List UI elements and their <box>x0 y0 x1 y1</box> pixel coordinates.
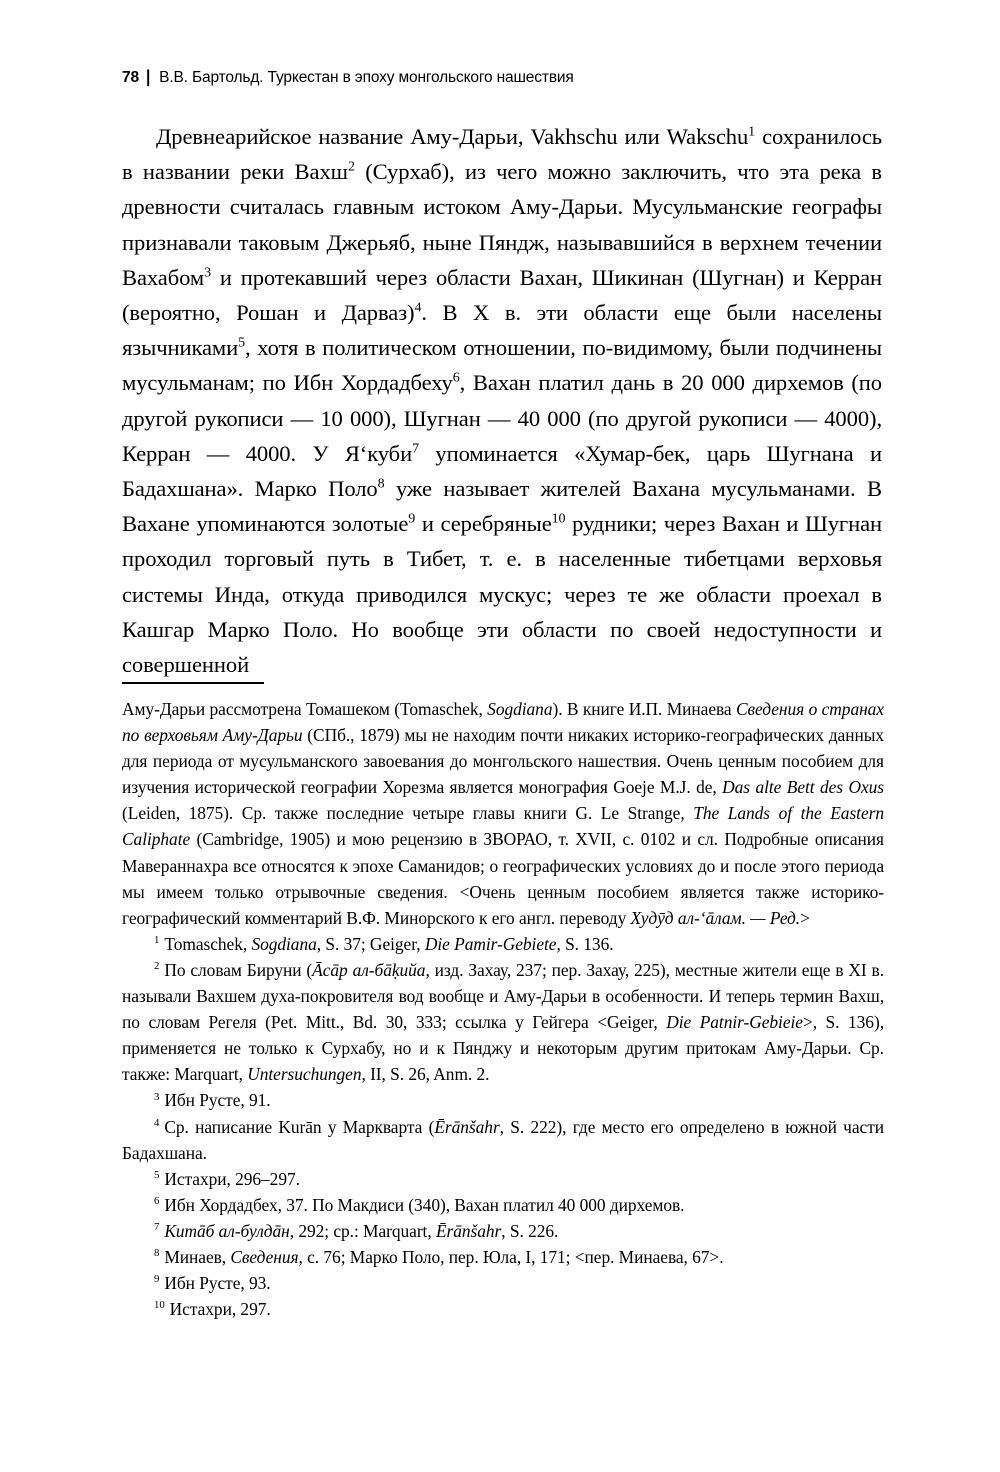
footnote-number: 9 <box>154 1273 160 1286</box>
footnote-text: Минаев, Сведения, с. 76; Марко Поло, пер. Юла, I, 171; <пер. Минаева, 67>. <box>164 1246 724 1267</box>
footnote-item <box>122 1087 884 1113</box>
footnote-text: Ибн Русте, 91. <box>164 1090 271 1111</box>
footnote-number: 6 <box>154 1194 160 1207</box>
footnote-text: Истахри, 297. <box>169 1299 271 1320</box>
footnote-number: 2 <box>154 960 160 973</box>
footnote-text: Ибн Русте, 93. <box>164 1273 271 1294</box>
running-head-separator: | <box>145 67 151 87</box>
footnote-continuation: Аму-Дарьи рассмотрена Томашеком (Tomaschek, Sogdiana). В книге И.П. Минаева Сведения о странах по верховьям Аму-Дарьи (СПб., 1879) мы не находим почти никаких историко-географических данных для периода от мусульманского завоевания до монгольского нашествия. Очень ценным пособием для изучения исторической географии Хорезма является монография Goeje M.J. de, Das alte Bett des Oxus (Leiden, 1875). Ср. также последние четыре главы книги G. Le Strange, The Lands of the Eastern Caliphate (Cambridge, 1905) и мою рецензию в ЗВОРАО, т. XVII, с. 0102 и сл. Подробные описания Мавераннахра все относятся к эпохе Саманидов; о географических условиях до и после этого периода мы имеем только отрывочные сведения. <Очень ценным пособием является также историко-географический комментарий В.Ф. Минорского к его англ. переводу Худӯд ал-‘āлам. — Ред.> <box>122 699 884 928</box>
footnote-number: 10 <box>154 1299 165 1312</box>
footnote-block <box>122 696 884 1322</box>
footnote-number: 5 <box>154 1168 160 1181</box>
page-number: 78 <box>122 69 139 86</box>
footnote-separator-rule <box>122 682 264 684</box>
footnote-item <box>122 1166 884 1192</box>
footnote-item <box>122 1270 884 1296</box>
running-head <box>122 68 882 88</box>
footnote-number: 7 <box>154 1221 160 1234</box>
footnote-item <box>122 1218 884 1244</box>
footnote-item <box>122 1192 884 1218</box>
footnote-number: 1 <box>154 934 160 947</box>
footnote-number: 3 <box>154 1090 160 1103</box>
footnote-number: 4 <box>154 1116 160 1129</box>
footnote-item <box>122 1244 884 1270</box>
body-text-block <box>122 119 882 682</box>
footnote-text: Tomaschek, Sogdiana, S. 37; Geiger, Die Pamir-Gebiete, S. 136. <box>164 933 614 954</box>
footnote-list <box>122 931 884 1322</box>
footnote-text: Ср. написание Kurān у Маркварта (Ērānšahr, S. 222), где место его определено в южной части Бадахшана. <box>122 1116 885 1163</box>
footnote-item <box>122 1296 884 1322</box>
running-head-title: В.В. Бартольд. Туркестан в эпоху монгольского нашествия <box>159 69 574 86</box>
footnote-item <box>122 957 884 1087</box>
footnote-text: Истахри, 296–297. <box>164 1168 300 1189</box>
footnote-text: По словам Бируни (Āсāр ал-бāḳийа, изд. Захау, 237; пер. Захау, 225), местные жители еще в XI в. называли Вахшем духа-покровителя вод вообще и Аму-Дарьи в особенности. И теперь термин Вахш, по словам Регеля (Pet. Mitt., Bd. 30, 333; ссылка у Гейгера <Geiger, Die Patnir-Gebieie>, S. 136), применяется не только к Сурхабу, но и к Пянджу и некоторым другим притокам Аму-Дарьи. Ср. также: Marquart, Untersuchungen, II, S. 26, Anm. 2. <box>122 959 885 1085</box>
footnote-number: 8 <box>154 1247 160 1260</box>
body-paragraph: Древнеарийское название Аму-Дарьи, Vakhschu или Wakschu$^1$ сохранилось в названии реки Вахш$^2$ (Сурхаб), из чего можно заключить, что эта река в древности считалась главным истоком Аму-Дарьи. Мусульманские географы признавали таковым Джерьяб, ныне Пяндж, называвшийся в верхнем течении Вахабом$^3$ и протекавший через области Вахан, Шикинан (Шугнан) и Керран (вероятно, Рошан и Дарваз)$^4$. В X в. эти области еще были населены язычниками$^5$, хотя в политическом отношении, по-видимому, были подчинены мусульманам; по Ибн Хордадбеху$^6$, Вахан платил дань в 20 000 дирхемов (по другой рукописи — 10 000), Шугнан — 40 000 (по другой рукописи — 4000), Керран — 4000. У Я‘куби$^7$ упоминается «Хумар-бек, царь Шугнана и Бадахшана». Марко Поло$^8$ уже называет жителей Вахана мусульманами. В Вахане упоминаются золотые$^9$ и серебряные$^{10}$ рудники; через Вахан и Шугнан проходил торговый путь в Тибет, т. е. в населенные тибетцами верховья системы Инда, откуда приводился мускус; через те же области проехал в Кашгар Марко Поло. Но вообще эти области по своей недоступности и совершенной <box>122 124 883 678</box>
footnote-item <box>122 931 884 957</box>
footnote-text: Китāб ал-булдāн, 292; ср.: Marquart, Ērānšahr, S. 226. <box>164 1220 559 1241</box>
footnote-text: Ибн Хордадбех, 37. По Макдиси (340), Вахан платил 40 000 дирхемов. <box>164 1194 685 1215</box>
footnote-item <box>122 1114 884 1166</box>
